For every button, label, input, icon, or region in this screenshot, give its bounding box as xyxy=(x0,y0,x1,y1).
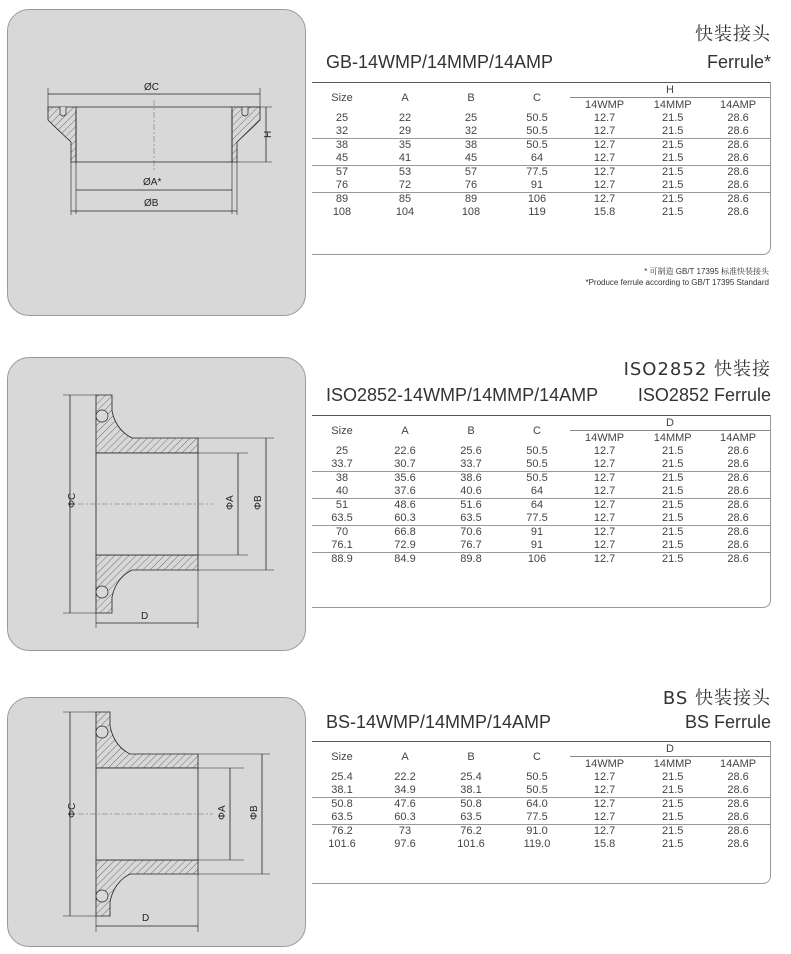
table-cell: 12.7 xyxy=(570,525,639,539)
table-cell: 104 xyxy=(395,206,415,218)
table-cell: 47.6 xyxy=(372,797,438,811)
table-cell: 76 xyxy=(335,179,349,191)
table-cell: 88.9 xyxy=(312,552,372,566)
dim-label-c: ØC xyxy=(144,82,159,93)
table-cell: 57 xyxy=(438,165,504,179)
title-en: Ferrule* xyxy=(706,52,771,72)
table-row xyxy=(312,165,770,179)
table-cell: 22 xyxy=(398,112,412,124)
table-cell: 91 xyxy=(530,539,544,551)
table-cell: 66.8 xyxy=(372,525,438,539)
table-cell: 28.6 xyxy=(706,525,770,539)
table-cell: 63.5 xyxy=(460,512,482,524)
table-cell: 12.7 xyxy=(593,539,616,551)
table-cell: 12.7 xyxy=(570,824,639,838)
table-cell: 64 xyxy=(504,498,570,512)
table-cell: 33.7 xyxy=(460,458,482,470)
table-cell: 28.6 xyxy=(706,192,770,206)
table-cell: 21.5 xyxy=(661,125,684,137)
col-header-c: C xyxy=(504,82,570,112)
table-cell: 38.6 xyxy=(438,471,504,485)
dim-label-c: ΦC xyxy=(67,802,78,818)
col-header-b: B xyxy=(438,741,504,771)
diagram-bs xyxy=(7,697,306,947)
table-cell: 108 xyxy=(332,206,352,218)
table-cell: 12.7 xyxy=(570,192,639,206)
table-cell: 101.6 xyxy=(457,838,485,850)
table-cell: 51 xyxy=(312,498,372,512)
table-row xyxy=(312,445,770,458)
table-row xyxy=(312,512,770,525)
table-cell: 21.5 xyxy=(661,112,684,124)
diagram-gb xyxy=(7,9,306,316)
col-header-size: Size xyxy=(312,741,372,771)
table-cell: 21.5 xyxy=(661,485,684,497)
table-cell: 70 xyxy=(312,525,372,539)
table-cell: 21.5 xyxy=(639,138,706,152)
table-cell: 73 xyxy=(372,824,438,838)
dim-label-h: H xyxy=(263,130,274,138)
table-cell: 21.5 xyxy=(661,771,684,783)
table-cell: 12.7 xyxy=(593,112,616,124)
table-cell: 76.2 xyxy=(438,824,504,838)
title-en: ISO2852 Ferrule xyxy=(637,385,771,405)
table-cell: 119 xyxy=(528,206,546,218)
table-cell: 50.5 xyxy=(526,458,548,470)
table-cell: 12.7 xyxy=(570,165,639,179)
table-cell: 28.6 xyxy=(706,165,770,179)
table-cell: 40 xyxy=(335,485,349,497)
col-header-a: A xyxy=(372,415,438,445)
table-cell: 28.6 xyxy=(727,179,749,191)
table-cell: 12.7 xyxy=(593,179,616,191)
table-row xyxy=(312,811,770,824)
table-cell: 91 xyxy=(504,525,570,539)
col-header-c: C xyxy=(504,415,570,445)
table-cell: 15.8 xyxy=(593,206,616,218)
table-cell: 32 xyxy=(464,125,478,137)
table-cell: 63.5 xyxy=(331,512,353,524)
table-cell: 38.1 xyxy=(331,784,353,796)
table-cell: 12.7 xyxy=(593,125,616,137)
table-cell: 72.9 xyxy=(394,539,416,551)
table-row xyxy=(312,771,770,784)
table-cell: 21.5 xyxy=(639,165,706,179)
table-cell: 76.2 xyxy=(312,824,372,838)
table-cell: 72 xyxy=(398,179,412,191)
table-cell: 21.5 xyxy=(639,525,706,539)
sub-header: 14WMP xyxy=(570,756,639,771)
table-cell: 21.5 xyxy=(661,512,684,524)
col-header-group: D xyxy=(570,741,770,756)
ferrule-drawing-gb xyxy=(8,10,305,315)
table-cell: 34.9 xyxy=(394,784,416,796)
table-cell: 28.6 xyxy=(706,824,770,838)
col-header-b: B xyxy=(438,82,504,112)
sub-header: 14AMP xyxy=(706,430,770,445)
table-cell: 33.7 xyxy=(331,458,353,470)
dim-label-b: ΦB xyxy=(249,805,260,820)
table-row xyxy=(312,525,770,539)
standard-title: BS-14WMP/14MMP/14AMP xyxy=(326,712,552,732)
sub-header: 14MMP xyxy=(639,756,706,771)
sub-header: 14MMP xyxy=(639,97,706,112)
table-cell: 21.5 xyxy=(639,797,706,811)
col-header-a: A xyxy=(372,82,438,112)
table-cell: 50.5 xyxy=(526,771,548,783)
title-en: BS Ferrule xyxy=(684,712,771,732)
table-row xyxy=(312,824,770,838)
table-row xyxy=(312,125,770,138)
table-cell: 35.6 xyxy=(372,471,438,485)
table-cell: 21.5 xyxy=(661,179,684,191)
table-cell: 41 xyxy=(398,152,412,164)
footnote xyxy=(585,266,769,288)
table-row xyxy=(312,539,770,552)
table-cell: 12.7 xyxy=(570,471,639,485)
table-cell: 89.8 xyxy=(438,552,504,566)
table-cell: 76 xyxy=(464,179,478,191)
table-cell: 70.6 xyxy=(438,525,504,539)
table-cell: 12.7 xyxy=(570,552,639,566)
table-cell: 12.7 xyxy=(593,784,616,796)
dim-label-b: ØB xyxy=(144,198,159,209)
table-cell: 51.6 xyxy=(438,498,504,512)
spec-table-gb xyxy=(312,82,770,219)
table-row xyxy=(312,206,770,219)
table-cell: 106 xyxy=(504,552,570,566)
table-cell: 50.5 xyxy=(504,138,570,152)
table-cell: 28.6 xyxy=(727,206,749,218)
ferrule-drawing-iso xyxy=(8,358,305,650)
table-row xyxy=(312,784,770,797)
table-cell: 28.6 xyxy=(727,125,749,137)
table-cell: 38.1 xyxy=(460,784,482,796)
table-cell: 28.6 xyxy=(727,539,749,551)
table-cell: 12.7 xyxy=(593,485,616,497)
section-gb xyxy=(0,0,791,320)
table-cell: 28.6 xyxy=(727,458,749,470)
table-cell: 21.5 xyxy=(661,838,684,850)
table-cell: 21.5 xyxy=(661,206,684,218)
table-cell: 37.6 xyxy=(394,485,416,497)
table-cell: 12.7 xyxy=(593,152,616,164)
table-row xyxy=(312,458,770,471)
section-bs xyxy=(0,664,791,954)
table-cell: 50.5 xyxy=(526,112,548,124)
spec-table-bs xyxy=(312,741,770,851)
table-cell: 50.8 xyxy=(312,797,372,811)
footnote-cn: * 可制造 GB/T 17395 标准快装接头 xyxy=(644,267,769,276)
table-cell: 25 xyxy=(464,112,478,124)
table-cell: 40.6 xyxy=(460,485,482,497)
table-cell: 45 xyxy=(335,152,349,164)
title-cn: 快装接头 xyxy=(695,24,771,45)
dim-label-a: ΦA xyxy=(217,805,228,820)
table-cell: 28.6 xyxy=(706,471,770,485)
table-cell: 28.6 xyxy=(727,838,749,850)
table-row xyxy=(312,192,770,206)
col-header-b: B xyxy=(438,415,504,445)
table-row xyxy=(312,485,770,498)
table-cell: 38 xyxy=(438,138,504,152)
table-cell: 77.5 xyxy=(504,165,570,179)
table-cell: 85 xyxy=(372,192,438,206)
col-header-group: D xyxy=(570,415,770,430)
table-cell: 12.7 xyxy=(593,771,616,783)
dim-label-b: ΦB xyxy=(253,495,264,510)
table-cell: 28.6 xyxy=(706,797,770,811)
table-cell: 76.1 xyxy=(331,539,353,551)
table-cell: 15.8 xyxy=(593,838,616,850)
table-cell: 28.6 xyxy=(727,512,749,524)
table-cell: 63.5 xyxy=(460,811,482,823)
table-cell: 12.7 xyxy=(593,458,616,470)
table-cell: 57 xyxy=(312,165,372,179)
table-cell: 53 xyxy=(372,165,438,179)
table-cell: 106 xyxy=(504,192,570,206)
table-cell: 97.6 xyxy=(394,838,416,850)
table-cell: 28.6 xyxy=(727,811,749,823)
table-row xyxy=(312,471,770,485)
table-cell: 21.5 xyxy=(639,471,706,485)
table-cell: 84.9 xyxy=(372,552,438,566)
table-cell: 48.6 xyxy=(372,498,438,512)
standard-title: GB-14WMP/14MMP/14AMP xyxy=(326,52,554,72)
table-row xyxy=(312,179,770,192)
table-cell: 12.7 xyxy=(593,445,616,457)
table-cell: 28.6 xyxy=(727,485,749,497)
table-cell: 28.6 xyxy=(727,112,749,124)
col-header-size: Size xyxy=(312,415,372,445)
table-row xyxy=(312,138,770,152)
table-cell: 63.5 xyxy=(331,811,353,823)
table-cell: 22.2 xyxy=(394,771,416,783)
table-cell: 108 xyxy=(461,206,481,218)
table-cell: 28.6 xyxy=(706,498,770,512)
table-cell: 25.6 xyxy=(460,445,482,457)
table-cell: 21.5 xyxy=(639,192,706,206)
table-cell: 12.7 xyxy=(570,138,639,152)
standard-title: ISO2852-14WMP/14MMP/14AMP xyxy=(326,385,599,405)
table-cell: 77.5 xyxy=(526,512,548,524)
table-cell: 28.6 xyxy=(727,784,749,796)
table-cell: 21.5 xyxy=(661,811,684,823)
sub-header: 14AMP xyxy=(706,756,770,771)
table-cell: 38 xyxy=(312,471,372,485)
table-cell: 32 xyxy=(335,125,349,137)
table-cell: 21.5 xyxy=(661,445,684,457)
sub-header: 14WMP xyxy=(570,430,639,445)
table-row xyxy=(312,152,770,165)
col-header-c: C xyxy=(504,741,570,771)
table-cell: 119.0 xyxy=(523,838,551,850)
table-cell: 101.6 xyxy=(328,838,356,850)
table-cell: 28.6 xyxy=(727,152,749,164)
table-cell: 30.7 xyxy=(394,458,416,470)
sub-header: 14MMP xyxy=(639,430,706,445)
table-cell: 28.6 xyxy=(727,771,749,783)
table-cell: 89 xyxy=(438,192,504,206)
table-cell: 50.5 xyxy=(504,471,570,485)
table-cell: 50.5 xyxy=(526,125,548,137)
table-row xyxy=(312,112,770,125)
table-cell: 22.6 xyxy=(394,445,416,457)
footnote-en: *Produce ferrule according to GB/T 17395 Standard xyxy=(585,278,769,287)
table-cell: 12.7 xyxy=(593,811,616,823)
section-iso xyxy=(0,350,791,650)
table-cell: 21.5 xyxy=(661,539,684,551)
table-cell: 12.7 xyxy=(593,512,616,524)
table-cell: 35 xyxy=(372,138,438,152)
table-cell: 45 xyxy=(464,152,478,164)
table-cell: 64 xyxy=(530,485,544,497)
table-cell: 28.6 xyxy=(706,552,770,566)
table-cell: 38 xyxy=(312,138,372,152)
dim-label-d: D xyxy=(141,611,149,622)
table-cell: 21.5 xyxy=(661,152,684,164)
table-cell: 77.5 xyxy=(526,811,548,823)
dim-label-c: ΦC xyxy=(67,492,78,508)
table-cell: 21.5 xyxy=(661,784,684,796)
table-cell: 76.7 xyxy=(460,539,482,551)
table-cell: 64.0 xyxy=(504,797,570,811)
table-row xyxy=(312,797,770,811)
table-cell: 91.0 xyxy=(504,824,570,838)
title-cn: BS 快装接头 xyxy=(662,688,771,709)
table-row xyxy=(312,838,770,851)
table-cell: 28.6 xyxy=(706,138,770,152)
dim-label-a: ØA* xyxy=(143,177,162,188)
table-cell: 21.5 xyxy=(639,552,706,566)
table-cell: 50.8 xyxy=(438,797,504,811)
dim-label-d: D xyxy=(142,913,150,924)
table-cell: 25 xyxy=(335,112,349,124)
ferrule-drawing-bs xyxy=(8,698,305,946)
table-cell: 21.5 xyxy=(661,458,684,470)
table-row xyxy=(312,498,770,512)
table-cell: 91 xyxy=(530,179,544,191)
table-cell: 50.5 xyxy=(526,784,548,796)
table-row xyxy=(312,552,770,566)
col-header-a: A xyxy=(372,741,438,771)
table-cell: 89 xyxy=(312,192,372,206)
table-cell: 50.5 xyxy=(526,445,548,457)
dim-label-a: ΦA xyxy=(225,495,236,510)
table-cell: 60.3 xyxy=(394,512,416,524)
table-cell: 64 xyxy=(530,152,544,164)
table-cell: 60.3 xyxy=(394,811,416,823)
sub-header: 14WMP xyxy=(570,97,639,112)
table-cell: 25.4 xyxy=(331,771,353,783)
sub-header: 14AMP xyxy=(706,97,770,112)
table-cell: 28.6 xyxy=(727,445,749,457)
table-cell: 29 xyxy=(398,125,412,137)
table-cell: 25.4 xyxy=(460,771,482,783)
spec-table-iso xyxy=(312,415,770,566)
col-header-size: Size xyxy=(312,82,372,112)
diagram-iso xyxy=(7,357,306,651)
title-cn: ISO2852 快装接 xyxy=(623,359,771,380)
table-cell: 25 xyxy=(335,445,349,457)
col-header-group: H xyxy=(570,82,770,97)
table-cell: 12.7 xyxy=(570,498,639,512)
table-cell: 12.7 xyxy=(570,797,639,811)
table-cell: 21.5 xyxy=(639,498,706,512)
table-cell: 21.5 xyxy=(639,824,706,838)
